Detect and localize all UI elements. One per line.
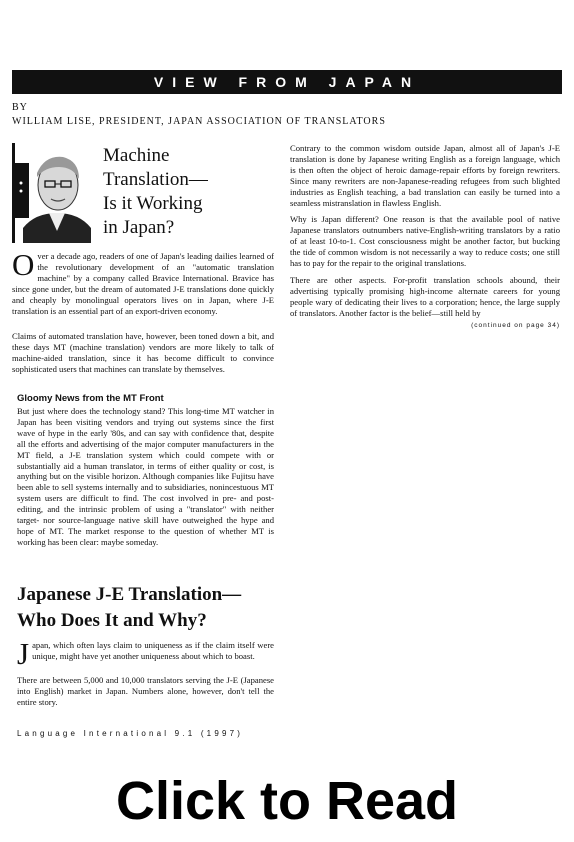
byline-author: WILLIAM LISE, PRESIDENT, JAPAN ASSOCIATION OF TRANSLATORS — [12, 116, 386, 127]
paragraph-text: But just where does the technology stand? This long-time MT watcher in Japan has been visiting vendors and trying out systems since the first wave of hype in the early '80s, and can say with confidence that, despite all the efforts and advertising of the major computer manufacturers in the MT field, a J-E translation system which could compete with or substantially aid a human translator, in terms of either quality or cost, is anything but on the visible horizon. Although companies like Fujitsu have been able to sell systems internally and to subsidiaries, nonincestuous MT system users are difficult to find. The cost involved in pre- and post-editing, and the intrinsic problem of using a "translator" with neither target- nor source-language native skill have outweighed the hype and hope of MT. The market response to the question of whether MT is working has been clear: maybe someday. — [17, 406, 274, 547]
paragraph-text — [290, 274, 560, 329]
article-headline — [103, 144, 273, 240]
paragraph-text: ver a decade ago, readers of one of Japan's leading dailies learned of the revolutionary development of an "automatic translation machine" by a company called Bravice International. Bravice has since gone under, but the dream of automated J-E translations done quickly and cheaply by monolingual operators lives on in Japan, where J-E translation is an essential part of an export-driven economy. — [12, 251, 274, 316]
page-footer: Language International 9.1 (1997) — [17, 729, 244, 738]
drop-cap: J — [17, 636, 30, 671]
headline-line: Machine — [103, 145, 170, 166]
headline-line: Is it Working — [103, 193, 203, 214]
section-banner: VIEW FROM JAPAN — [12, 70, 562, 94]
paragraph-technology — [17, 406, 274, 554]
subhead-gloomy-news: Gloomy News from the MT Front — [17, 393, 164, 404]
paragraph-text: There are between 5,000 and 10,000 translators serving the J-E (Japanese into English) market in Japan. Numbers alone, however, don't tell the entire story. — [17, 675, 274, 707]
author-photo-image — [15, 143, 100, 243]
right-column — [290, 143, 560, 332]
author-photo — [12, 143, 100, 243]
continued-note[interactable]: (continued on page 34) — [471, 321, 560, 329]
paragraph-uniqueness — [17, 636, 274, 671]
paragraph-intro — [12, 247, 274, 322]
click-to-read-button[interactable]: Click to Read — [115, 771, 459, 831]
paragraph-text: Why is Japan different? One reason is that the available pool of native Japanese translators outnumbers native-English-writing translators by a ratio of at least 10-to-1. Cost consciousness might be another factor, but bucking the tide of common wisdom is not necessarily a way to reduce costs; one still has to pay for the repair to the original translations. — [290, 214, 560, 269]
paragraph-text: Claims of automated translation have, however, been toned down a bit, and these days MT (machine translation) vendors are more likely to talk of machine-aided translation, since it has become difficult to convince sophisticated users that machines can translate by themselves. — [12, 331, 274, 374]
byline-by: BY — [12, 102, 28, 113]
paragraph-text: Contrary to the common wisdom outside Japan, almost all of Japan's J-E translation is done by Japanese writing English as a foreign language, which is then often the object of heroic damage-repair efforts by foreign rewriters. Since many rewriters are non-Japanese-reading refugees from such blighted industries as English teaching, a bad translation can easily be turned into a seamless mistranslation in flawless English. — [290, 143, 560, 208]
paragraph-text: apan, which often lays claim to uniqueness as if the claim itself were unique, might have yet another uniqueness about which to boast. — [32, 640, 274, 661]
drop-cap: O — [12, 247, 35, 282]
headline-line: Translation— — [103, 169, 208, 190]
section-heading: Japanese J-E Translation—Who Does It and Why? — [17, 584, 242, 631]
byline — [12, 101, 562, 129]
headline-line: in Japan? — [103, 217, 175, 238]
paragraph-claims — [12, 331, 274, 381]
paragraph-translators — [17, 675, 274, 714]
paragraph-text-span: There are other aspects. For-profit translation schools abound, their advertising typically promising high-income alternate careers for young people wary of dedicating their lives to a corporation; hence, the large supply of translators. Another factor is the belief—still held by — [290, 274, 560, 318]
